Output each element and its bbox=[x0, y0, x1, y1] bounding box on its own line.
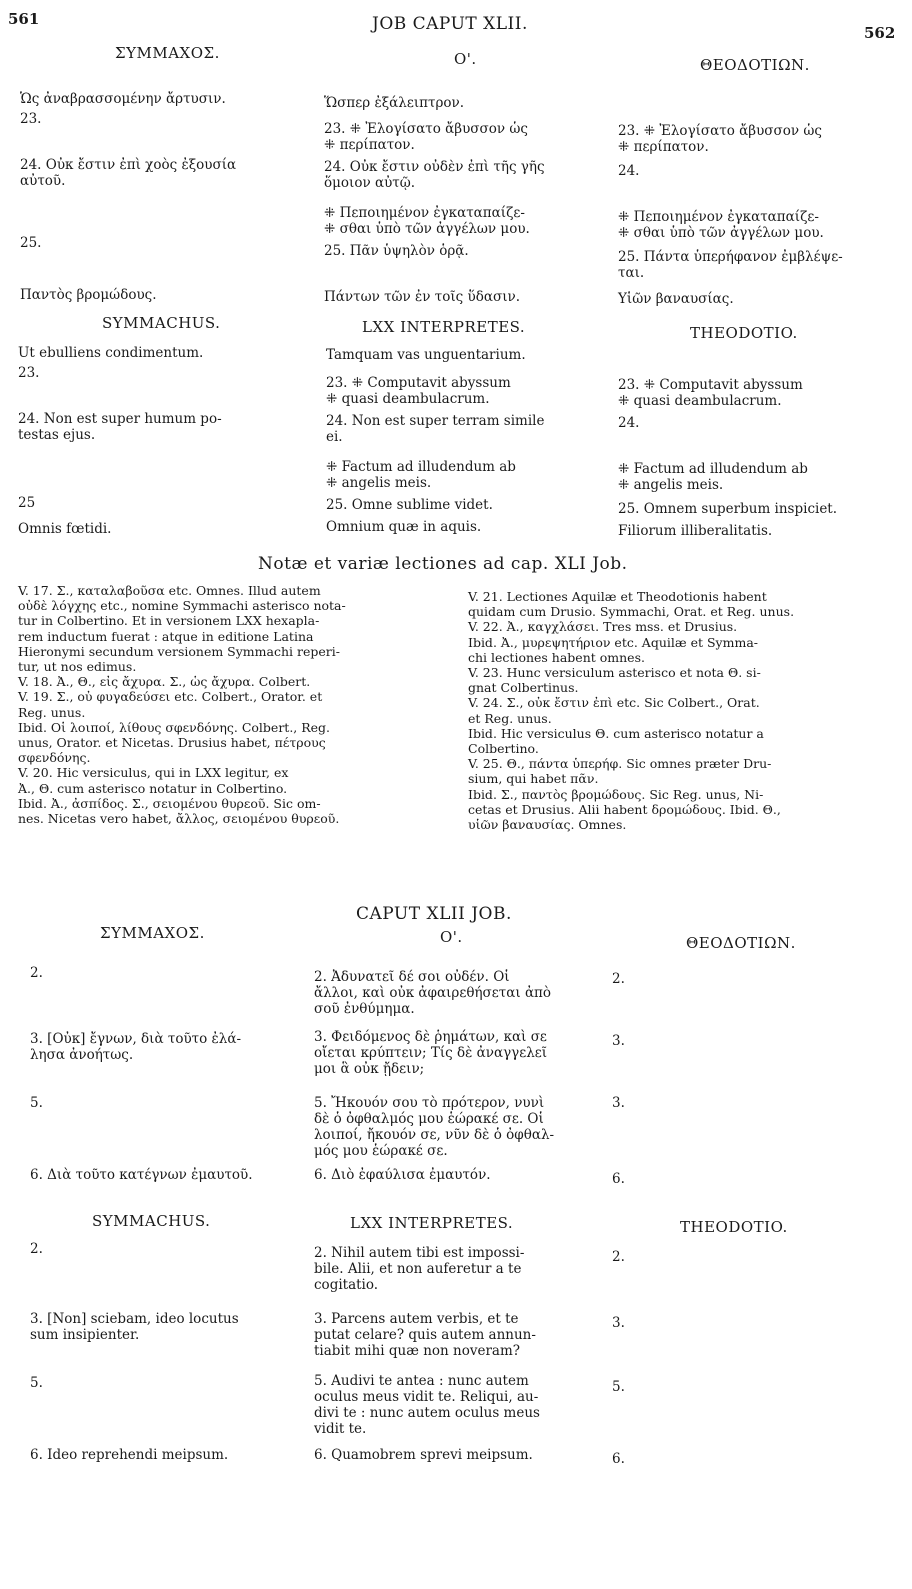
text-line: testas ejus. bbox=[18, 427, 96, 443]
note-line: V. 20. Hic versiculus, qui in LXX legitur, ex bbox=[18, 765, 289, 781]
note-line: quidam cum Drusio. Symmachi, Orat. et Reg. unus. bbox=[468, 604, 795, 620]
note-line: rem inductum fuerat : atque in editione Latina bbox=[18, 628, 314, 644]
text-line: Παντὸς βρομώδους. bbox=[20, 287, 157, 303]
note-line: V. 24. Σ., οὐκ ἔστιν ἐπὶ etc. Sic Colbert., Orat. bbox=[468, 695, 760, 711]
caput-latin-head-lxx-interpretes: LXX INTERPRETES. bbox=[350, 1214, 514, 1232]
caput-greek-head-lxx: Ο'. bbox=[440, 928, 463, 946]
text-line: 2. bbox=[30, 965, 43, 981]
note-line: V. 21. Lectiones Aquilæ et Theodotionis habent bbox=[468, 589, 767, 604]
note-line: cetas et Drusius. Alii habent δρομώδους. Ibid. Θ., bbox=[468, 801, 781, 817]
text-line: 24. Non est super terram simile bbox=[326, 413, 545, 429]
text-line: 2. Ἀδυνατεῖ δέ σοι οὐδέν. Οἱ bbox=[314, 969, 510, 985]
caput-title: CAPUT XLII JOB. bbox=[356, 904, 512, 924]
text-line: δὲ ὁ ὀφθαλμός μου ἑώρακέ σε. Οἱ bbox=[314, 1111, 544, 1127]
note-line: σφενδόνης. bbox=[18, 750, 91, 766]
text-line: 24. Non est super humum po- bbox=[18, 411, 222, 427]
text-line: ei. bbox=[326, 429, 343, 445]
text-line: 23. ⁜ Computavit abyssum bbox=[326, 375, 511, 391]
text-line: ⁜ Factum ad illudendum ab bbox=[618, 461, 808, 477]
text-line: 3. [Non] sciebam, ideo locutus bbox=[30, 1311, 239, 1327]
text-line: 23. bbox=[18, 365, 40, 381]
text-line: μοι ἃ οὐκ ᾔδειν; bbox=[314, 1061, 425, 1077]
text-line: 24. bbox=[618, 415, 640, 431]
text-line: ⁜ περίπατον. bbox=[324, 137, 415, 153]
note-line: sium, qui habet πᾶν. bbox=[468, 771, 599, 787]
latin-head-symmachus: SYMMACHUS. bbox=[102, 314, 221, 332]
note-line: υἱῶν βαναυσίας. Omnes. bbox=[468, 817, 627, 832]
text-line: ⁜ angelis meis. bbox=[326, 475, 432, 491]
text-line: Tamquam vas unguentarium. bbox=[326, 347, 526, 363]
text-line: 23. ⁜ Ἐλογίσατο ἄβυσσον ὡς bbox=[618, 123, 822, 139]
note-line: V. 25. Θ., πάντα ὑπερήφ. Sic omnes præter Dru- bbox=[468, 756, 772, 772]
caput-latin-head-theodotio: THEODOTIO. bbox=[680, 1218, 788, 1236]
note-line: V. 17. Σ., καταλαβοῦσα etc. Omnes. Illud autem bbox=[18, 583, 321, 598]
text-line: 23. ⁜ Computavit abyssum bbox=[618, 377, 803, 393]
text-line: 2. bbox=[612, 971, 625, 987]
note-line: Ibid. Ἀ., μυρεψητήριον etc. Aquilæ et Symma- bbox=[468, 634, 758, 650]
text-line: ⁜ quasi deambulacrum. bbox=[618, 393, 782, 409]
text-line: Filiorum illiberalitatis. bbox=[618, 523, 773, 539]
note-line: Ibid. Οἱ λοιποί, λίθους σφενδόνης. Colbert., Reg. bbox=[18, 719, 331, 735]
text-line: ⁜ Πεποιημένον ἐγκαταπαίζε- bbox=[618, 209, 819, 225]
latin-head-lxx-interpretes: LXX INTERPRETES. bbox=[362, 318, 526, 336]
note-line: V. 23. Hunc versiculum asterisco et nota Θ. si- bbox=[468, 665, 761, 680]
text-line: 24. Οὐκ ἔστιν ἐπὶ χοὸς ἐξουσία bbox=[20, 157, 237, 173]
caput-greek-head-theodotion: ΘΕΟΔΟΤΙΩΝ. bbox=[686, 934, 796, 952]
notes-heading: Notæ et variæ lectiones ad cap. XLI Job. bbox=[258, 554, 628, 574]
text-line: 2. Nihil autem tibi est impossi- bbox=[314, 1245, 525, 1261]
text-line: 3. Φειδόμενος δὲ ῥημάτων, καὶ σε bbox=[314, 1029, 547, 1045]
text-line: 5. bbox=[30, 1095, 43, 1111]
text-line: tiabit mihi quæ non noveram? bbox=[314, 1343, 520, 1359]
text-line: Omnium quæ in aquis. bbox=[326, 519, 482, 535]
text-line: divi te : nunc autem oculus meus bbox=[314, 1405, 540, 1421]
text-line: ὅμοιον αὐτῷ. bbox=[324, 175, 416, 191]
greek-head-symmachos: ΣΥΜΜΑΧΟΣ. bbox=[115, 44, 220, 62]
text-line: σοῦ ἐνθύμημα. bbox=[314, 1001, 415, 1017]
note-line: Ἀ., Θ. cum asterisco notatur in Colbertino. bbox=[18, 780, 288, 796]
text-line: 6. bbox=[612, 1171, 625, 1187]
note-line: nes. Nicetas vero habet, ἄλλος, σειομένου θυρεοῦ. bbox=[18, 811, 340, 826]
note-line: Ibid. Ἀ., ἀσπίδος. Σ., σειομένου θυρεοῦ. Sic om- bbox=[18, 795, 321, 811]
note-line: Ibid. Σ., παντὸς βρομώδους. Sic Reg. unus, Ni- bbox=[468, 786, 764, 802]
text-line: ται. bbox=[618, 265, 645, 281]
text-line: Υἱῶν βαναυσίας. bbox=[618, 291, 734, 307]
note-line: chi lectiones habent omnes. bbox=[468, 649, 645, 665]
text-line: Ὥσπερ ἐξάλειπτρον. bbox=[324, 95, 465, 111]
text-line: 6. Διὰ τοῦτο κατέγνων ἐμαυτοῦ. bbox=[30, 1167, 253, 1183]
text-line: 24. Οὐκ ἔστιν οὐδὲν ἐπὶ τῆς γῆς bbox=[324, 159, 545, 175]
text-line: 2. bbox=[612, 1249, 625, 1265]
text-line: 5. bbox=[612, 1379, 625, 1395]
text-line: 25. Omne sublime videt. bbox=[326, 497, 493, 513]
text-line: ⁜ Factum ad illudendum ab bbox=[326, 459, 516, 475]
text-line: ⁜ quasi deambulacrum. bbox=[326, 391, 490, 407]
text-line: 25 bbox=[18, 495, 36, 511]
text-line: ⁜ περίπατον. bbox=[618, 139, 709, 155]
text-line: 25. Omnem superbum inspiciet. bbox=[618, 501, 838, 517]
text-line: bile. Alii, et non auferetur a te bbox=[314, 1261, 522, 1277]
text-line: Omnis fœtidi. bbox=[18, 521, 112, 537]
text-line: 6. Διὸ ἐφαύλισα ἐμαυτόν. bbox=[314, 1167, 491, 1183]
note-line: Ibid. Hic versiculus Θ. cum asterisco notatur a bbox=[468, 725, 764, 741]
text-line: Ὡς ἀναβρασσομένην ἄρτυσιν. bbox=[20, 91, 226, 107]
note-line: V. 19. Σ., οὐ φυγαδεύσει etc. Colbert., Orator. et bbox=[18, 689, 323, 705]
note-line: Colbertino. bbox=[468, 741, 539, 756]
text-line: λησα ἀνοήτως. bbox=[30, 1047, 134, 1063]
note-line: οὐδὲ λόγχης etc., nomine Symmachi asterisco nota- bbox=[18, 598, 346, 614]
text-line: ⁜ Πεποιημένον ἐγκαταπαίζε- bbox=[324, 205, 525, 221]
text-line: 3. Parcens autem verbis, et te bbox=[314, 1311, 519, 1327]
text-line: λοιποί, ἤκουόν σε, νῦν δὲ ὁ ὀφθαλ- bbox=[314, 1127, 555, 1143]
text-line: ἄλλοι, καὶ οὐκ ἀφαιρεθήσεται ἀπὸ bbox=[314, 985, 552, 1001]
note-line: V. 22. Ἀ., καγχλάσει. Tres mss. et Drusius. bbox=[468, 619, 738, 635]
text-line: sum insipienter. bbox=[30, 1327, 140, 1343]
running-title: JOB CAPUT XLII. bbox=[372, 14, 528, 34]
text-line: vidit te. bbox=[314, 1421, 367, 1437]
text-line: oculus meus vidit te. Reliqui, au- bbox=[314, 1389, 539, 1405]
text-line: cogitatio. bbox=[314, 1277, 379, 1293]
text-line: 25. Πᾶν ὑψηλὸν ὁρᾷ. bbox=[324, 243, 469, 259]
text-line: 25. Πάντα ὑπερήφανον ἐμβλέψε- bbox=[618, 249, 843, 265]
text-line: οἴεται κρύπτειν; Τίς δὲ ἀναγγελεῖ bbox=[314, 1045, 548, 1061]
text-line: putat celare? quis autem annun- bbox=[314, 1327, 536, 1343]
note-line: unus, Orator. et Nicetas. Drusius habet, πέτρους bbox=[18, 735, 326, 750]
latin-head-theodotio: THEODOTIO. bbox=[690, 324, 798, 342]
text-line: 3. bbox=[612, 1315, 625, 1331]
text-line: 3. bbox=[612, 1033, 625, 1049]
note-line: Hieronymi secundum versionem Symmachi reperi- bbox=[18, 643, 340, 659]
text-line: αὐτοῦ. bbox=[20, 173, 66, 189]
text-line: 2. bbox=[30, 1241, 43, 1257]
greek-head-lxx: Ο'. bbox=[454, 50, 477, 68]
text-line: Πάντων τῶν ἐν τοῖς ὕδασιν. bbox=[324, 289, 520, 305]
caput-greek-head-symmachos: ΣΥΜΜΑΧΟΣ. bbox=[100, 924, 205, 942]
text-line: 25. bbox=[20, 235, 42, 251]
note-line: tur in Colbertino. Et in versionem LXX hexapla- bbox=[18, 613, 320, 629]
note-line: Reg. unus. bbox=[18, 704, 86, 720]
text-line: 5. Ἤκουόν σου τὸ πρότερον, νυνὶ bbox=[314, 1095, 545, 1111]
text-line: 23. ⁜ Ἐλογίσατο ἄβυσσον ὡς bbox=[324, 121, 528, 137]
text-line: 24. bbox=[618, 163, 640, 179]
text-line: 3. bbox=[612, 1095, 625, 1111]
text-line: ⁜ angelis meis. bbox=[618, 477, 724, 493]
page-number-left: 561 bbox=[8, 10, 40, 28]
text-line: 6. Ideo reprehendi meipsum. bbox=[30, 1447, 229, 1463]
greek-head-theodotion: ΘΕΟΔΟΤΙΩΝ. bbox=[700, 56, 810, 74]
text-line: 6. Quamobrem sprevi meipsum. bbox=[314, 1447, 533, 1463]
text-line: 3. [Οὐκ] ἔγνων, διὰ τοῦτο ἐλά- bbox=[30, 1031, 242, 1047]
text-line: 5. Audivi te antea : nunc autem bbox=[314, 1373, 529, 1389]
text-line: ⁜ σθαι ὑπὸ τῶν ἀγγέλων μου. bbox=[618, 225, 824, 241]
note-line: V. 18. Ἀ., Θ., εἰς ἄχυρα. Σ., ὡς ἄχυρα. Colbert. bbox=[18, 674, 311, 690]
text-line: ⁜ σθαι ὑπὸ τῶν ἀγγέλων μου. bbox=[324, 221, 530, 237]
text-line: 23. bbox=[20, 111, 42, 127]
note-line: gnat Colbertinus. bbox=[468, 680, 579, 696]
text-line: 5. bbox=[30, 1375, 43, 1391]
note-line: tur, ut nos edimus. bbox=[18, 659, 137, 674]
note-line: et Reg. unus. bbox=[468, 710, 552, 726]
text-line: μός μου ἑώρακέ σε. bbox=[314, 1143, 448, 1159]
text-line: Ut ebulliens condimentum. bbox=[18, 345, 204, 361]
page-number-right: 562 bbox=[864, 24, 896, 42]
text-line: 6. bbox=[612, 1451, 625, 1467]
caput-latin-head-symmachus: SYMMACHUS. bbox=[92, 1212, 211, 1230]
